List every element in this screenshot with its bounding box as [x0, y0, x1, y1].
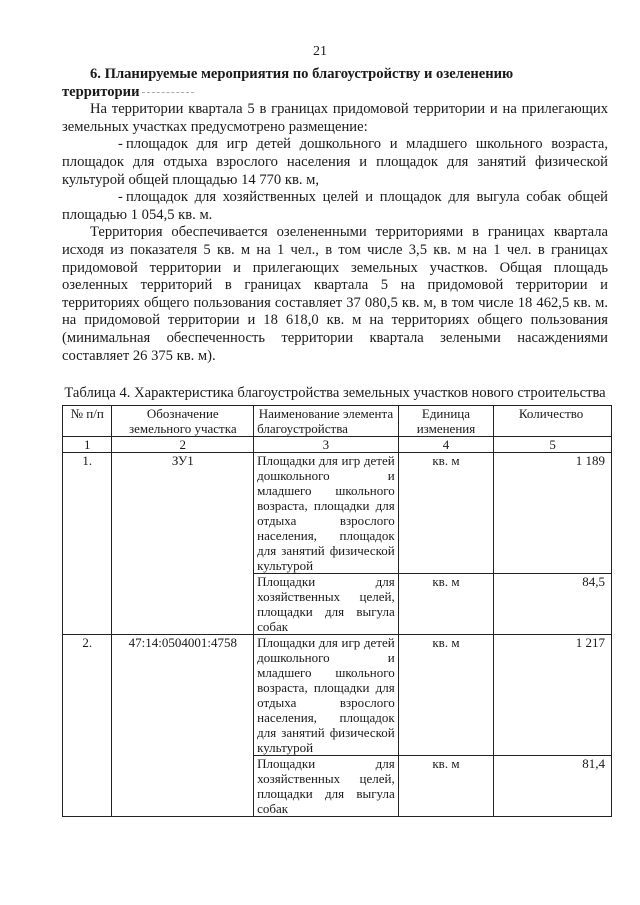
row-item-name: Площадки для игр детей дошкольного и младшего школьного возраста, площадки для отдыха взрослого населения, площадок для занятий физической культурой: [254, 635, 399, 756]
bullet-dash: -: [118, 189, 123, 206]
table-row: [63, 635, 612, 756]
row-item-qty: 1 217: [494, 635, 612, 756]
index-cell: 3: [254, 437, 399, 453]
bullet-text: площадок для хозяйственных целей и площадок для выгула собак общей площадью 1 054,5 кв. м.: [62, 189, 608, 223]
bullet-item-2: [62, 189, 608, 224]
section-heading-continuation: территории: [62, 84, 608, 102]
index-cell: 4: [398, 437, 493, 453]
row-plot: 47:14:0504001:4758: [112, 635, 254, 817]
header-num: № п/п: [63, 406, 112, 437]
row-num: 1.: [63, 453, 112, 635]
row-item-qty: 1 189: [494, 453, 612, 574]
index-cell: 5: [494, 437, 612, 453]
document-body: [62, 66, 608, 402]
index-cell: 2: [112, 437, 254, 453]
row-item-unit: кв. м: [398, 756, 493, 817]
row-item-unit: кв. м: [398, 635, 493, 756]
table-index-row: [63, 437, 612, 453]
row-item-name: Площадки для игр детей дошкольного и младшего школьного возраста, площадки для отдыха взрослого населения, площадок для занятий физической культурой: [254, 453, 399, 574]
header-plot: Обозначение земельного участка: [112, 406, 254, 437]
index-cell: 1: [63, 437, 112, 453]
paragraph-greening: Территория обеспечивается озелененными территориями в границах квартала исходя из показателя 5 кв. м на 1 чел., в том числе 3,5 кв. м на 1 чел. в границах придомовой территории и прилегающих земельных участков. Общая площадь озеленных территорий в границах квартала 5 на придомовой территории и территориях общего пользования составляет 37 080,5 кв. м, в том числе 18 462,5 кв. м. на придомовой территории и 18 618,0 кв. м на территориях общего пользования (минимальная обеспеченность территории квартала зелеными насаждениями составляет 26 375 кв. м).: [62, 224, 608, 364]
paragraph-intro: На территории квартала 5 в границах придомовой территории и на прилегающих земельных участках предусмотрено размещение:: [62, 101, 608, 135]
section-heading: 6. Планируемые мероприятия по благоустройству и озеленению: [90, 66, 514, 82]
table-caption: Таблица 4. Характеристика благоустройства земельных участков нового строительства: [64, 385, 606, 402]
bullet-item-1: [62, 136, 608, 189]
table-row: [63, 453, 612, 574]
row-item-name: Площадки для хозяйственных целей, площадки для выгула собак: [254, 756, 399, 817]
row-item-qty: 81,4: [494, 756, 612, 817]
row-item-unit: кв. м: [398, 453, 493, 574]
row-plot: ЗУ1: [112, 453, 254, 635]
row-num: 2.: [63, 635, 112, 817]
page-number: 21: [313, 44, 327, 59]
row-item-qty: 84,5: [494, 574, 612, 635]
header-name: Наименование элемента благоустройства: [254, 406, 399, 437]
bullet-dash: -: [118, 136, 123, 153]
bullet-text: площадок для игр детей дошкольного и младшего школьного возраста, площадок для отдыха взрослого населения и площадок для занятий физической культурой общей площадью 14 770 кв. м,: [62, 136, 608, 188]
header-qty: Количество: [494, 406, 612, 437]
improvement-table: [62, 405, 612, 817]
row-item-unit: кв. м: [398, 574, 493, 635]
table-header-row: [63, 406, 612, 437]
handwritten-mark: [142, 92, 194, 93]
header-unit: Единица изменения: [398, 406, 493, 437]
row-item-name: Площадки для хозяйственных целей, площадки для выгула собак: [254, 574, 399, 635]
